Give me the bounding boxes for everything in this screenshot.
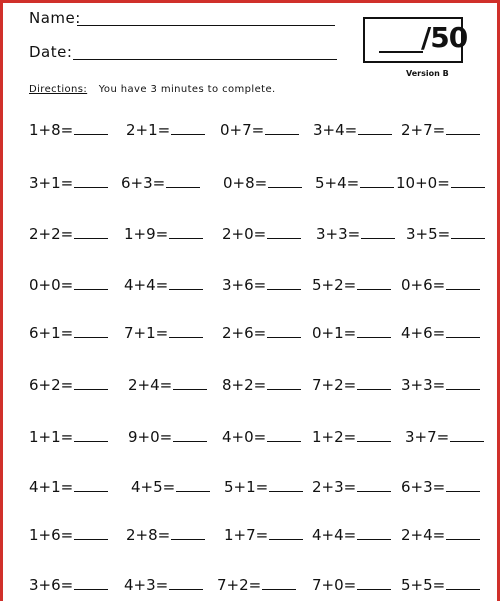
math-problem: [29, 575, 108, 594]
answer-blank[interactable]: [267, 427, 301, 442]
problem-text: 2+1=: [126, 121, 171, 139]
answer-blank[interactable]: [74, 477, 108, 492]
problem-text: 3+6=: [222, 276, 267, 294]
answer-blank[interactable]: [267, 224, 301, 239]
directions: [29, 84, 276, 95]
answer-blank[interactable]: [361, 224, 395, 239]
answer-blank[interactable]: [176, 477, 210, 492]
problem-text: 4+1=: [29, 478, 74, 496]
math-problem: [316, 224, 395, 243]
answer-blank[interactable]: [267, 375, 301, 390]
math-problem: [401, 375, 480, 394]
problem-text: 1+2=: [312, 428, 357, 446]
math-problem: [222, 275, 301, 294]
math-problem: [222, 323, 301, 342]
math-problem: [312, 575, 391, 594]
answer-blank[interactable]: [169, 575, 203, 590]
problem-text: 6+1=: [29, 324, 74, 342]
problem-text: 2+2=: [29, 225, 74, 243]
date-field: [29, 43, 72, 61]
problem-text: 4+4=: [124, 276, 169, 294]
answer-blank[interactable]: [446, 477, 480, 492]
answer-blank[interactable]: [446, 323, 480, 338]
math-problem: [29, 120, 108, 139]
problem-text: 4+4=: [312, 526, 357, 544]
math-problem: [401, 120, 480, 139]
problem-text: 7+1=: [124, 324, 169, 342]
math-problem: [222, 224, 301, 243]
math-problem: [124, 323, 203, 342]
answer-blank[interactable]: [358, 120, 392, 135]
problem-text: 4+6=: [401, 324, 446, 342]
problem-text: 5+4=: [315, 174, 360, 192]
math-problem: [313, 120, 392, 139]
problem-text: 0+6=: [401, 276, 446, 294]
problem-text: 1+6=: [29, 526, 74, 544]
problem-text: 2+8=: [126, 526, 171, 544]
answer-blank[interactable]: [451, 173, 485, 188]
problem-row: [3, 224, 497, 250]
problem-text: 7+2=: [312, 376, 357, 394]
answer-blank[interactable]: [360, 173, 394, 188]
answer-blank[interactable]: [357, 525, 391, 540]
problem-text: 3+7=: [405, 428, 450, 446]
math-problem: [220, 120, 299, 139]
answer-blank[interactable]: [269, 477, 303, 492]
date-label: Date:: [29, 43, 73, 61]
problem-text: 0+1=: [312, 324, 357, 342]
math-problem: [312, 375, 391, 394]
math-problem: [396, 173, 485, 192]
answer-blank[interactable]: [74, 427, 108, 442]
problem-text: 9+0=: [128, 428, 173, 446]
answer-blank[interactable]: [357, 575, 391, 590]
problem-text: 2+6=: [222, 324, 267, 342]
math-problem: [401, 477, 480, 496]
answer-blank[interactable]: [446, 525, 480, 540]
math-problem: [222, 427, 301, 446]
math-problem: [131, 477, 210, 496]
math-problem: [29, 375, 108, 394]
problem-text: 5+2=: [312, 276, 357, 294]
answer-blank[interactable]: [265, 120, 299, 135]
problem-text: 1+1=: [29, 428, 74, 446]
math-problem: [401, 323, 480, 342]
score-blank: [379, 51, 423, 53]
answer-blank[interactable]: [357, 477, 391, 492]
math-problem: [224, 477, 303, 496]
answer-blank[interactable]: [74, 575, 108, 590]
problem-text: 2+0=: [222, 225, 267, 243]
answer-blank[interactable]: [357, 275, 391, 290]
math-problem: [401, 575, 480, 594]
problem-text: 3+6=: [29, 576, 74, 594]
math-problem: [224, 525, 303, 544]
problem-row: [3, 275, 497, 301]
math-problem: [312, 477, 391, 496]
math-problem: [29, 525, 108, 544]
math-problem: [315, 173, 394, 192]
answer-blank[interactable]: [262, 575, 296, 590]
answer-blank[interactable]: [357, 375, 391, 390]
problem-row: [3, 375, 497, 401]
answer-blank[interactable]: [267, 275, 301, 290]
math-problem: [312, 275, 391, 294]
math-problem: [223, 173, 302, 192]
answer-blank[interactable]: [74, 323, 108, 338]
answer-blank[interactable]: [169, 224, 203, 239]
math-problem: [222, 375, 301, 394]
answer-blank[interactable]: [173, 375, 207, 390]
problem-text: 0+7=: [220, 121, 265, 139]
math-problem: [29, 275, 108, 294]
problem-row: [3, 323, 497, 349]
answer-blank[interactable]: [74, 375, 108, 390]
problem-text: 8+2=: [222, 376, 267, 394]
problem-text: 10+0=: [396, 174, 450, 192]
math-problem: [405, 427, 484, 446]
math-problem: [312, 323, 391, 342]
answer-blank[interactable]: [171, 120, 205, 135]
problem-text: 4+0=: [222, 428, 267, 446]
problem-text: 2+4=: [401, 526, 446, 544]
math-problem: [124, 224, 203, 243]
name-field: [29, 9, 81, 27]
math-problem: [29, 477, 108, 496]
problem-text: 4+5=: [131, 478, 176, 496]
problem-text: 3+1=: [29, 174, 74, 192]
problem-text: 6+3=: [401, 478, 446, 496]
math-problem: [128, 427, 207, 446]
math-problem: [124, 575, 203, 594]
problem-text: 7+0=: [312, 576, 357, 594]
math-problem: [126, 525, 205, 544]
answer-blank[interactable]: [74, 173, 108, 188]
answer-blank[interactable]: [166, 173, 200, 188]
math-problem: [126, 120, 205, 139]
problem-text: 1+9=: [124, 225, 169, 243]
problem-text: 5+5=: [401, 576, 446, 594]
answer-blank[interactable]: [446, 120, 480, 135]
problem-text: 3+3=: [401, 376, 446, 394]
answer-blank[interactable]: [268, 173, 302, 188]
answer-blank[interactable]: [269, 525, 303, 540]
answer-blank[interactable]: [357, 323, 391, 338]
answer-blank[interactable]: [74, 525, 108, 540]
problem-row: [3, 120, 497, 146]
problem-text: 6+2=: [29, 376, 74, 394]
answer-blank[interactable]: [74, 275, 108, 290]
problem-text: 5+1=: [224, 478, 269, 496]
problem-row: [3, 427, 497, 453]
answer-blank[interactable]: [171, 525, 205, 540]
math-problem: [312, 427, 391, 446]
math-problem: [124, 275, 203, 294]
answer-blank[interactable]: [173, 427, 207, 442]
directions-label: Directions:: [29, 84, 88, 95]
problem-text: 4+3=: [124, 576, 169, 594]
problem-text: 6+3=: [121, 174, 166, 192]
answer-blank[interactable]: [74, 120, 108, 135]
math-problem: [29, 173, 108, 192]
problem-text: 0+8=: [223, 174, 268, 192]
answer-blank[interactable]: [267, 323, 301, 338]
answer-blank[interactable]: [357, 427, 391, 442]
version-label: Version B: [406, 69, 449, 78]
answer-blank[interactable]: [446, 575, 480, 590]
problem-text: 2+4=: [128, 376, 173, 394]
name-line: [77, 25, 335, 26]
problem-text: 1+7=: [224, 526, 269, 544]
answer-blank[interactable]: [451, 224, 485, 239]
problem-row: [3, 525, 497, 551]
answer-blank[interactable]: [169, 323, 203, 338]
problem-text: 1+8=: [29, 121, 74, 139]
problem-text: 0+0=: [29, 276, 74, 294]
problem-row: [3, 575, 497, 601]
math-problem: [401, 275, 480, 294]
answer-blank[interactable]: [169, 275, 203, 290]
math-problem: [406, 224, 485, 243]
math-problem: [29, 323, 108, 342]
problem-row: [3, 173, 497, 199]
name-label: Name:: [29, 9, 81, 27]
math-problem: [401, 525, 480, 544]
math-problem: [217, 575, 296, 594]
answer-blank[interactable]: [446, 275, 480, 290]
answer-blank[interactable]: [446, 375, 480, 390]
problem-text: 2+7=: [401, 121, 446, 139]
math-problem: [312, 525, 391, 544]
score-total: /50: [421, 21, 468, 54]
answer-blank[interactable]: [450, 427, 484, 442]
score-box: [363, 17, 468, 63]
answer-blank[interactable]: [74, 224, 108, 239]
problem-text: 2+3=: [312, 478, 357, 496]
math-problem: [29, 224, 108, 243]
problem-row: [3, 477, 497, 503]
math-problem: [121, 173, 200, 192]
problem-text: 3+4=: [313, 121, 358, 139]
date-line: [73, 59, 337, 60]
math-problem: [29, 427, 108, 446]
problem-text: 3+3=: [316, 225, 361, 243]
problem-text: 7+2=: [217, 576, 262, 594]
math-problem: [128, 375, 207, 394]
problem-text: 3+5=: [406, 225, 451, 243]
directions-text: You have 3 minutes to complete.: [98, 84, 276, 95]
